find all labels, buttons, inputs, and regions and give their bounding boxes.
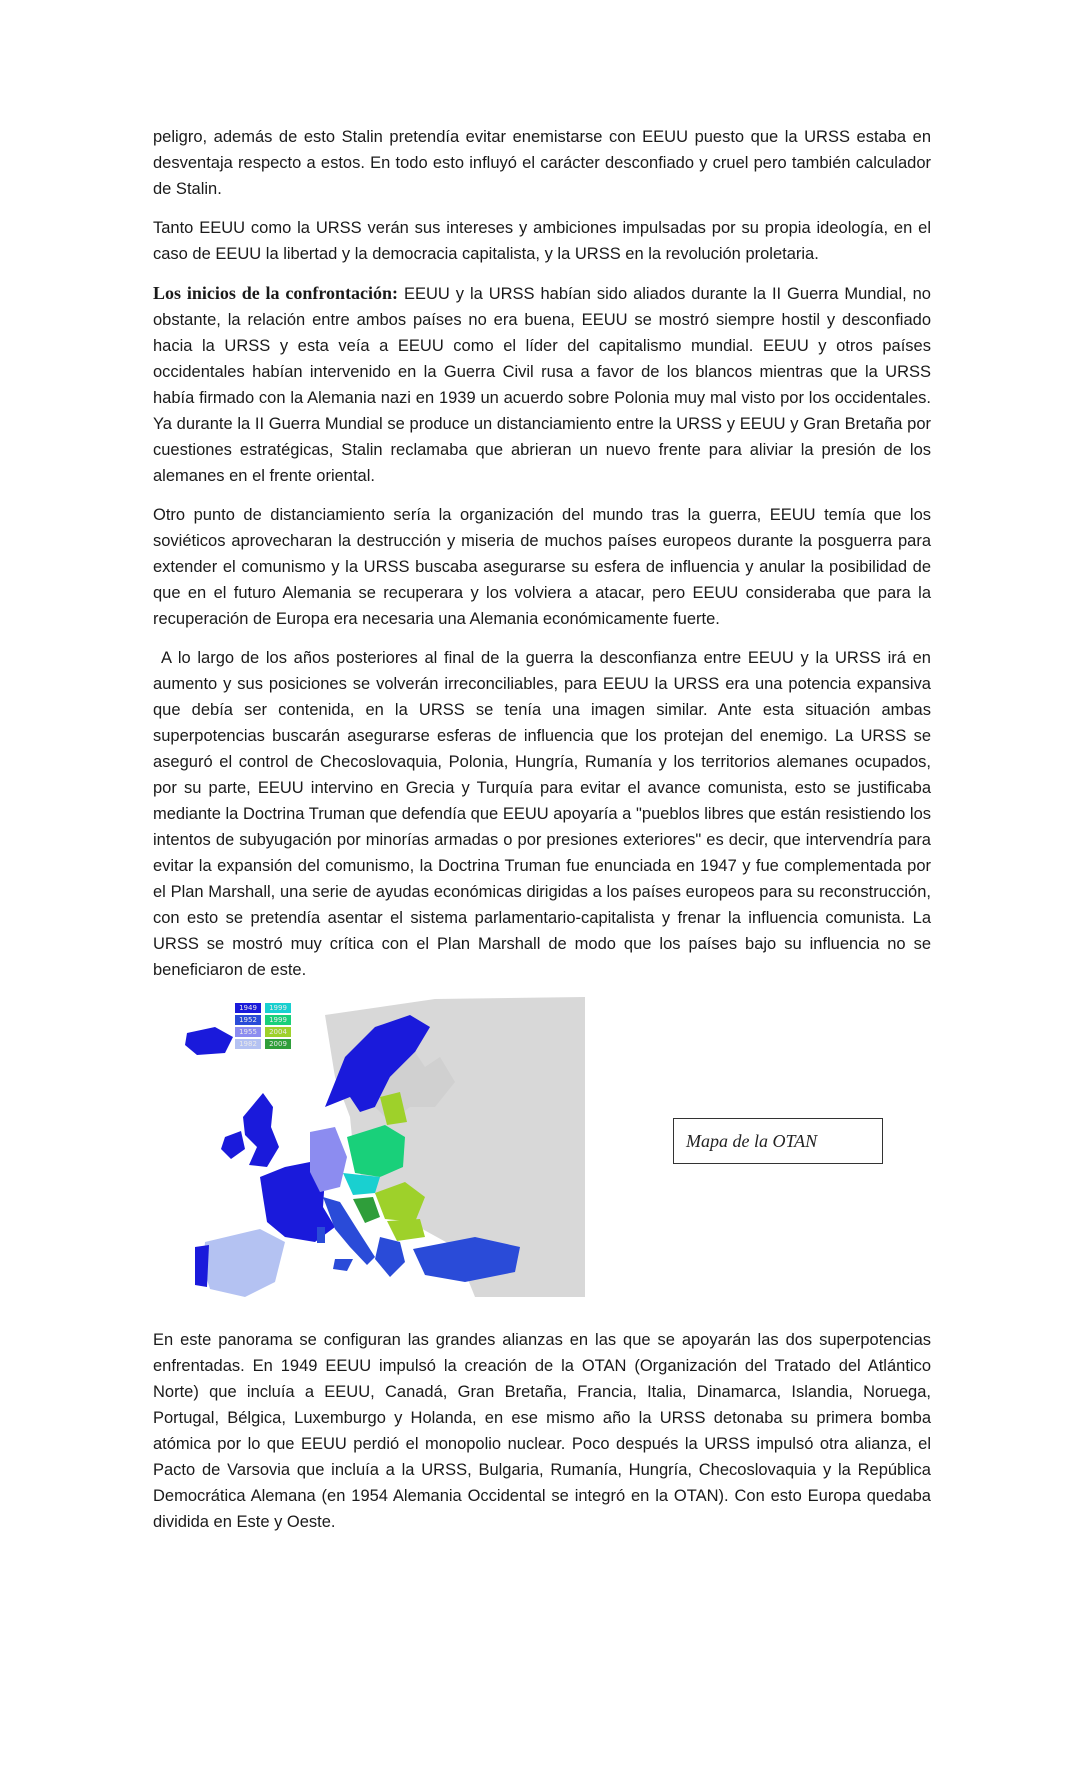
paragraph: A lo largo de los años posteriores al final de la guerra la desconfianza entre EEUU y la URSS irá en aumento y sus posiciones se volverán irreconciliables, para EEUU la URSS era una potencia expansiva que debía ser contenida, en la URSS se tenía una imagen similar. Ante esta situación ambas superpotencias buscarán asegurarse esferas de influencia que los protejan del enemigo. La URSS se aseguró el control de Checoslovaquia, Polonia, Hungría, Rumanía y los territorios alemanes ocupados, por su parte, EEUU intervino en Grecia y Turquía para evitar el avance comunista, esto se justificaba mediante la Doctrina Truman que defendía que EEUU apoyaría a "pueblos libres que están resistiendo los intentos de subyugación por minorías armadas o por presiones exteriores" es decir, que intervendría para evitar la expansión del comunismo, la Doctrina Truman fue enunciada en 1947 y fue complementada por el Plan Marshall, una serie de ayudas económicas dirigidas a los países europeos para su reconstrucción, con esto se pretendía asentar el sistema parlamentario-capitalista y frenar la influencia comunista. La URSS se mostró muy crítica con el Plan Marshall de modo que los países bajo su influencia no se beneficiaron de este. [153,649,931,979]
document-page [153,124,931,1548]
section-heading: Los inicios de la confrontación: [153,283,399,303]
legend-swatch: 1982 [235,1039,261,1049]
paragraph-body: EEUU y la URSS habían sido aliados durante la II Guerra Mundial, no obstante, la relación entre ambos países no era buena, EEUU se mostró siempre hostil y desconfiado hacia la URSS y esta veía a EEUU como el líder del capitalismo mundial. EEUU y otros países occidentales habían intervenido en la Guerra Civil rusa a favor de los blancos mientras que la URSS había firmado con la Alemania nazi en 1939 un acuerdo sobre Polonia muy mal visto por los occidentales. Ya durante la II Guerra Mundial se produce un distanciamiento entre la URSS y EEUU y Gran Bretaña por cuestiones estratégicas, Stalin reclamaba que abrieran un nuevo frente para aliviar la presión de los alemanes en el frente oriental. [153,285,931,485]
paragraph: Otro punto de distanciamiento sería la organización del mundo tras la guerra, EEUU temía que los soviéticos aprovecharan la destrucción y miseria de muchos países europeos durante la posguerra para extender el comunismo y la URSS buscaba asegurarse su esfera de influencia y anular la posibilidad de que en el futuro Alemania se recuperara y los volviera a atacar, pero EEUU consideraba que para la recuperación de Europa era necesaria una Alemania económicamente fuerte. [153,506,931,628]
nato-map-image [175,997,585,1297]
legend-swatch: 1952 [235,1015,261,1025]
figure-caption: Mapa de la OTAN [673,1118,883,1164]
legend-swatch: 1949 [235,1003,261,1013]
legend-swatch: 2004 [265,1027,291,1037]
legend-swatch: 1999 [265,1003,291,1013]
paragraph: peligro, además de esto Stalin pretendía evitar enemistarse con EEUU puesto que la URSS estaba en desventaja respecto a estos. En todo esto influyó el carácter desconfiado y cruel pero también calculador de Stalin. [153,128,931,198]
legend-swatch: 1955 [235,1027,261,1037]
figure [153,997,931,1297]
paragraph: En este panorama se configuran las grandes alianzas en las que se apoyarán las dos superpotencias enfrentadas. En 1949 EEUU impulsó la creación de la OTAN (Organización del Tratado del Atlántico Norte) que incluía a EEUU, Canadá, Gran Bretaña, Francia, Italia, Dinamarca, Islandia, Noruega, Portugal, Bélgica, Luxemburgo y Holanda, en ese mismo año la URSS detonaba su primera bomba atómica por lo que EEUU perdió el monopolio nuclear. Poco después la URSS impulsó otra alianza, el Pacto de Varsovia que incluía a la URSS, Bulgaria, Rumanía, Hungría, Checoslovaquia y la República Democrática Alemana (en 1954 Alemania Occidental se integró en la OTAN). Con esto Europa quedaba dividida en Este y Oeste. [153,1331,931,1531]
legend-swatch: 1999 [265,1015,291,1025]
paragraph: Tanto EEUU como la URSS verán sus intereses y ambiciones impulsadas por su propia ideología, en el caso de EEUU la libertad y la democracia capitalista, y la URSS en la revolución proletaria. [153,219,931,263]
paragraph [153,280,931,489]
legend-swatch: 2009 [265,1039,291,1049]
